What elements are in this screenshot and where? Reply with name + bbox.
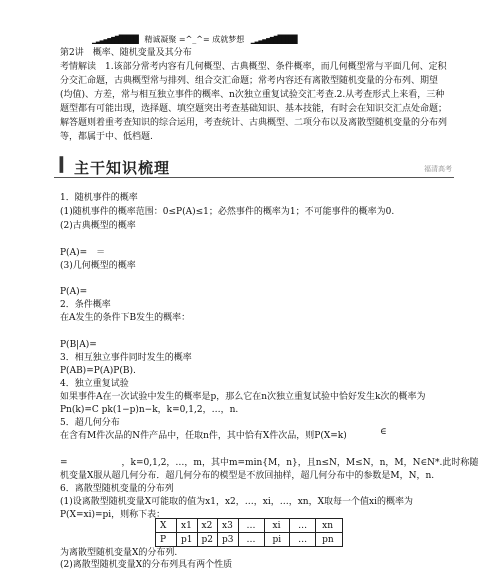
content-line-5: (3)几何概型的概率 xyxy=(60,261,136,271)
content-line-7: 2．条件概率 xyxy=(60,300,111,310)
table-cell: … xyxy=(238,533,264,547)
content-line-3: (2)古典概型的概率 xyxy=(60,221,136,231)
table-cell: x2 xyxy=(197,519,218,533)
top-banner xyxy=(92,34,297,46)
table-cell: X xyxy=(156,519,177,533)
table-cell: pn xyxy=(316,533,343,547)
table-row xyxy=(156,519,343,533)
table-row xyxy=(156,533,343,547)
banner-right-decoration: ▁▂▃▄▅▆▇█████ xyxy=(250,35,297,44)
content-line-12: 4．独立重复试验 xyxy=(60,379,129,389)
section-divider xyxy=(54,177,454,178)
content-line-20: (1)设离散型随机变量X可能取的值为x1，x2，…，xi，…，xn，X取每一个值xi的概率为 xyxy=(60,497,413,507)
content-line-18: 机变量X服从超几何分布．超几何分布的模型是不放回抽样，超几何分布中的参数是M，N，n. xyxy=(60,471,435,481)
content-line-8: 在A发生的条件下B发生的概率： xyxy=(60,313,191,323)
table-cell: x3 xyxy=(218,519,239,533)
content-line-21: P(X=xi)=pi，则称下表： xyxy=(60,510,166,520)
content-line-19: 6．离散型随机变量的分布列 xyxy=(60,484,174,494)
content-line-14: Pn(k)=C pk(1−p)n−k，k=0,1,2，…，n. xyxy=(60,405,239,415)
content-line-4: P(A)= ＝ xyxy=(60,248,106,258)
content-line-9: P(B|A)= xyxy=(60,340,97,350)
content-line-10: 3．相互独立事件同时发生的概率 xyxy=(60,353,192,363)
table-cell: xi xyxy=(264,519,290,533)
table-cell: p2 xyxy=(197,533,218,547)
content-line-16: 在含有M件次品的N件产品中，任取n件，其中恰有X件次品，则P(X=k) xyxy=(60,431,347,441)
table-cell: … xyxy=(238,519,264,533)
section-right-label: 福清高考 xyxy=(424,165,452,173)
table-cell: x1 xyxy=(177,519,198,533)
table-cell: pi xyxy=(264,533,290,547)
table-cell: p3 xyxy=(218,533,239,547)
content-line-11: P(AB)=P(A)P(B). xyxy=(60,366,136,376)
intro-line-3: (均值)、方差，常与相互独立事件的概率、n次独立重复试验交汇考查.2.从考查形式上来看，三种 xyxy=(60,90,445,100)
distribution-table xyxy=(155,518,343,547)
table-cell: … xyxy=(290,533,316,547)
banner-left-decoration: ▁▂▃▄▅▆▇█████ xyxy=(92,35,138,44)
intro-line-2: 分交汇命题，古典概型常与排列、组合交汇命题；常考内容还有离散型随机变量的分布列、期望 xyxy=(60,76,439,86)
side-mark: ∈ xyxy=(380,427,387,437)
section-title: 主干知识梳理 xyxy=(74,159,171,177)
intro-line-1: 考情解读 1.该部分常考内容有几何概型、古典概型、条件概率，而几何概型常与平面几何、定积 xyxy=(60,62,447,72)
content-line-6: P(A)= xyxy=(60,287,88,297)
content-line-2: (1)随机事件的概率范围：0≤P(A)≤1；必然事件的概率为1；不可能事件的概率为0. xyxy=(60,207,395,217)
lesson-title: 第2讲 概率、随机变量及其分布 xyxy=(60,48,192,58)
table-cell: … xyxy=(290,519,316,533)
content-line-13: 如果事件A在一次试验中发生的概率是p，那么它在n次独立重复试验中恰好发生k次的概率为 xyxy=(60,392,426,402)
intro-line-6: 等，都属于中、低档题. xyxy=(60,132,153,142)
content-line-23: (2)离散型随机变量X的分布列具有两个性质 xyxy=(60,560,233,570)
content-line-15: 5．超几何分布 xyxy=(60,418,120,428)
intro-line-4: 题型都有可能出现，选择题、填空题突出考查基础知识、基本技能，有时会在知识交汇点处命题； xyxy=(60,104,448,114)
content-line-22: 为离散型随机变量X的分布列. xyxy=(60,548,178,558)
intro-line-5: 解答题则着重考查知识的综合运用，考查统计、古典概型、二项分布以及离散型随机变量的分布列 xyxy=(60,118,448,128)
content-line-1: 1．随机事件的概率 xyxy=(60,193,138,203)
banner-text: 精诚凝聚 =^_^= 成就梦想 xyxy=(144,35,245,44)
table-cell: P xyxy=(156,533,177,547)
table-cell: xn xyxy=(316,519,343,533)
table-cell: p1 xyxy=(177,533,198,547)
content-line-17: = ，k=0,1,2，…，m，其中m=min{M，n}，且n≤N，M≤N，n，M，N∈N*.此时称随 xyxy=(60,458,479,468)
